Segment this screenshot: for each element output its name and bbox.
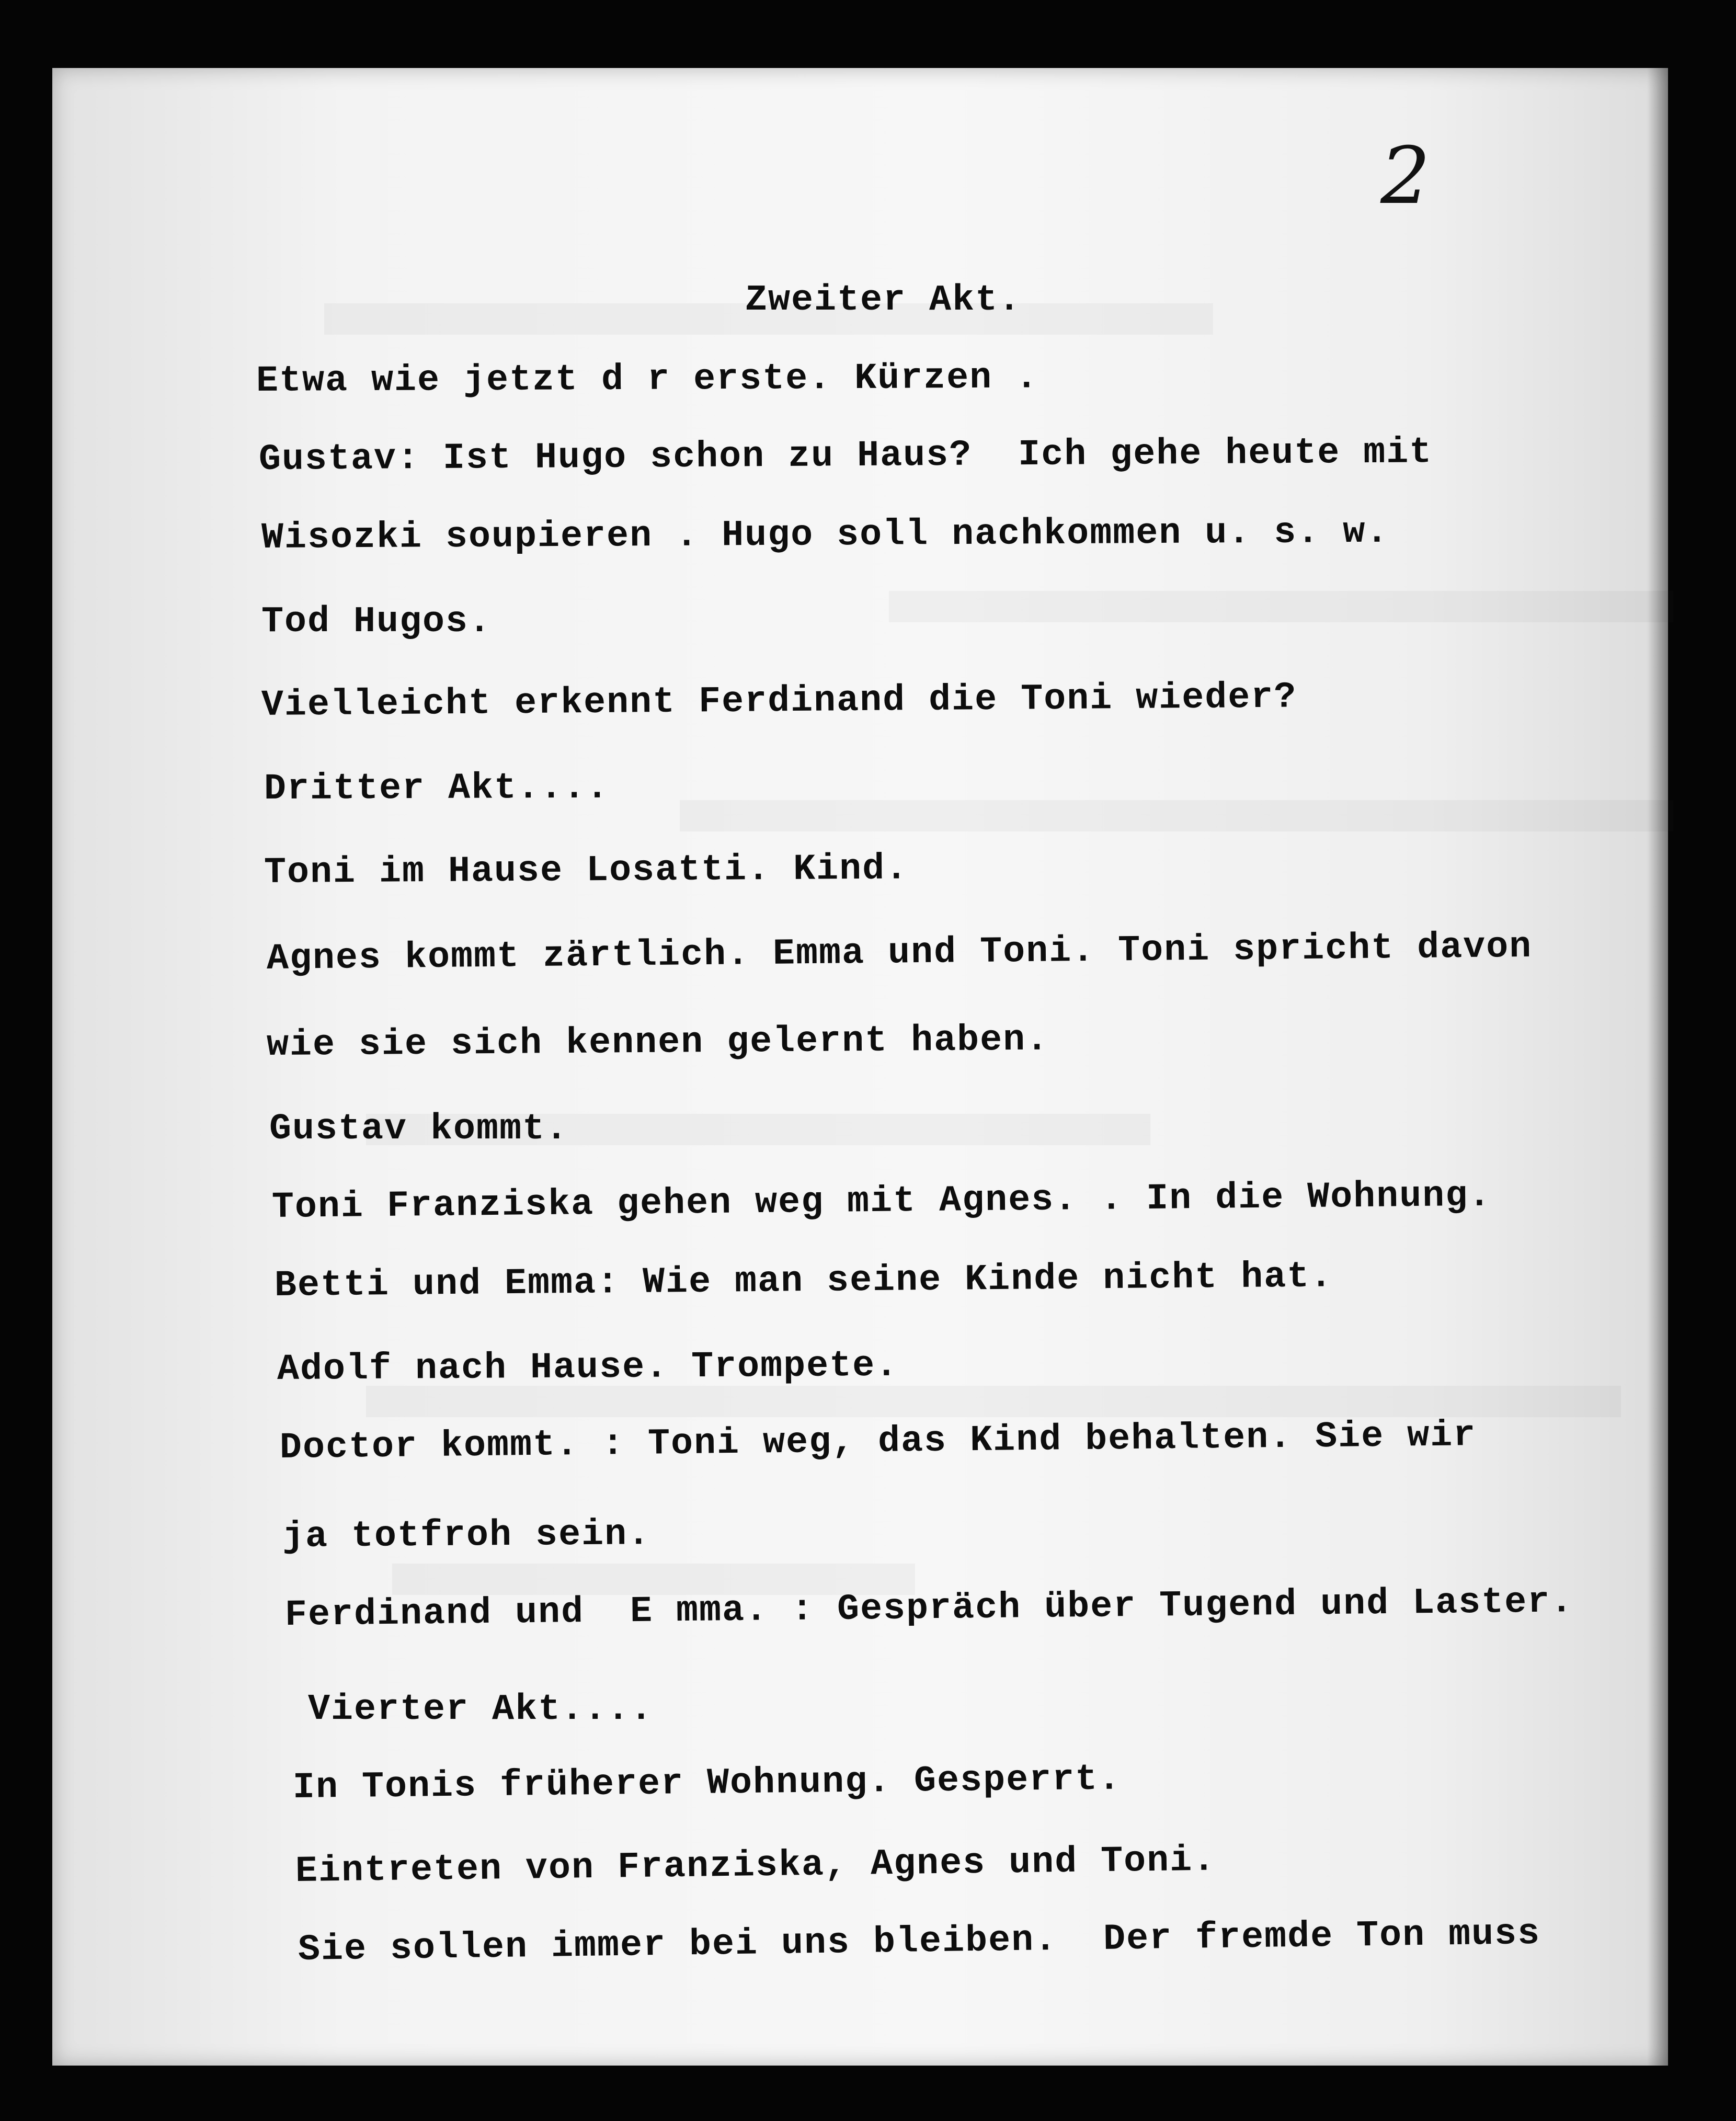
- text-line: ja totfroh sein.: [282, 1514, 651, 1558]
- page-edge-shadow: [1647, 68, 1668, 2066]
- text-line: Doctor kommt. : Toni weg, das Kind behalten. Sie wir: [279, 1415, 1477, 1469]
- text-line: Dritter Akt....: [264, 767, 610, 810]
- text-line: Ferdinand und E mma. : Gespräch über Tugend und Laster.: [284, 1581, 1574, 1636]
- text-line: Toni Franziska gehen weg mit Agnes. . In die Wohnung.: [271, 1175, 1492, 1228]
- text-line: Gustav: Ist Hugo schon zu Haus? Ich gehe heute mit: [258, 432, 1433, 481]
- show-through-mark: [889, 591, 1673, 622]
- text-line: Toni im Hause Losatti. Kind.: [264, 848, 909, 894]
- text-line: Betti und Emma: Wie man seine Kinde nicht hat.: [274, 1256, 1333, 1307]
- show-through-mark: [680, 800, 1673, 831]
- text-line: Tod Hugos.: [261, 601, 492, 643]
- text-line: Agnes kommt zärtlich. Emma und Toni. Toni spricht davon: [266, 926, 1533, 980]
- text-line: Vierter Akt....: [285, 1689, 654, 1730]
- typewritten-page: [52, 68, 1668, 2066]
- text-line: Sie sollen immer bei uns bleiben. Der fremde Ton muss: [298, 1913, 1541, 1971]
- text-line: Vielleicht erkennt Ferdinand die Toni wieder?: [261, 677, 1297, 726]
- act-heading: Zweiter Akt.: [745, 280, 1022, 321]
- text-line: Etwa wie jetzt d r erste. Kürzen .: [256, 357, 1039, 402]
- text-line: Eintreten von Franziska, Agnes und Toni.: [295, 1840, 1216, 1892]
- show-through-mark: [366, 1386, 1621, 1417]
- text-line: Gustav kommt.: [269, 1109, 569, 1150]
- text-line: Wisozki soupieren . Hugo soll nachkommen u. s. w.: [261, 511, 1389, 559]
- text-line: In Tonis früherer Wohnung. Gesperrt.: [292, 1759, 1122, 1809]
- text-line: Adolf nach Hause. Trompete.: [277, 1345, 899, 1390]
- page-number: 2: [1380, 131, 1431, 222]
- text-line: wie sie sich kennen gelernt haben.: [266, 1019, 1049, 1066]
